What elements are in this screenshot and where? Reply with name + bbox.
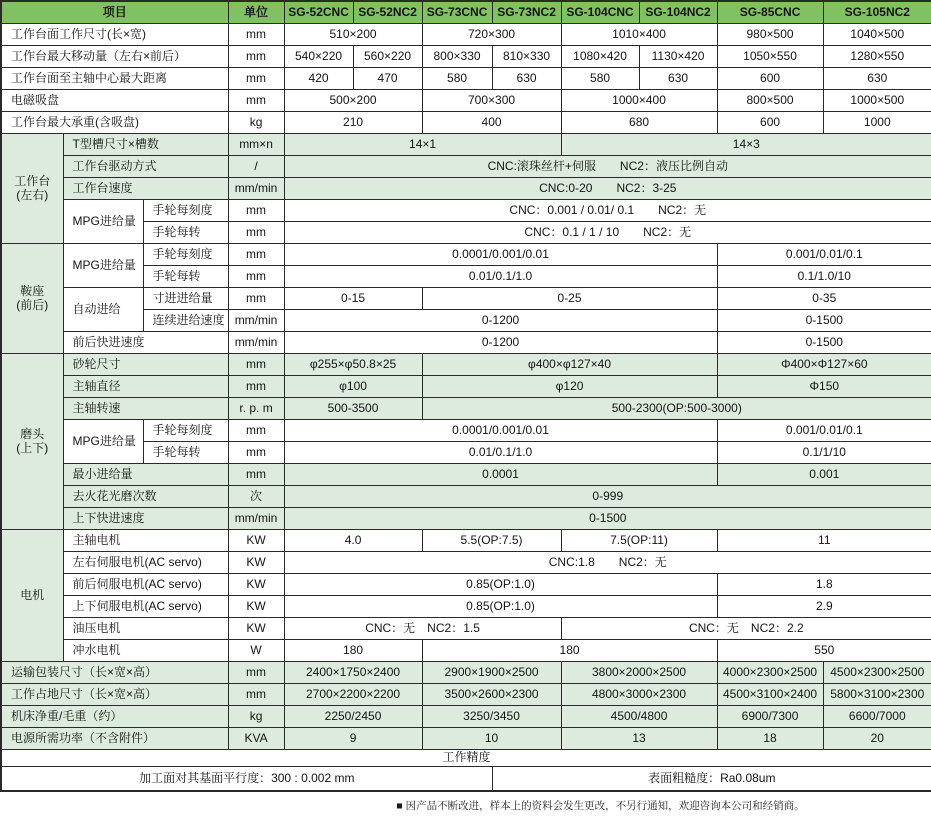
unit-cell: mm/min [228,178,284,200]
table-row [1,596,931,618]
unit-cell: KW [228,552,284,574]
value-cell: φ400×φ127×40 [422,354,717,376]
table-row [1,640,931,662]
unit-cell: mm [228,68,284,90]
value-cell: 1000×500 [823,90,931,112]
unit-cell: kg [228,706,284,728]
table-row [1,376,931,398]
value-cell: 0-25 [422,288,717,310]
table-row [1,24,931,46]
value-cell: 560×220 [353,46,422,68]
value-cell: 3500×2600×2300 [422,684,561,706]
value-cell: 20 [823,728,931,750]
value-cell: 0.85(OP:1.0) [284,574,717,596]
value-cell: 1000×400 [561,90,717,112]
table-row [1,767,931,791]
unit-cell: mm [228,90,284,112]
value-cell: 500×200 [284,90,422,112]
value-cell: 3800×2000×2500 [561,662,717,684]
row-label: 主轴直径 [63,376,228,398]
row-label: 主轴转速 [63,398,228,420]
value-cell: 0-35 [717,288,931,310]
value-cell: CNC:1.8 NC2：无 [284,552,931,574]
table-row [1,178,931,200]
value-cell: 工作精度 [1,750,931,767]
value-cell: 4000×2300×2500 [717,662,823,684]
value-cell: 0-1500 [717,332,931,354]
table-row [1,354,931,376]
row-label: 电源所需功率（不含附件） [1,728,228,750]
unit-cell: KW [228,596,284,618]
value-cell: 0-15 [284,288,422,310]
unit-cell: KW [228,530,284,552]
row-label: 主轴电机 [63,530,228,552]
value-cell: 580 [561,68,639,90]
value-cell: 580 [422,68,492,90]
column-header: SG-105NC2 [823,1,931,24]
value-cell: 0.85(OP:1.0) [284,596,717,618]
table-row [1,398,931,420]
row-label: 工作台最大移动量（左右×前后） [1,46,228,68]
value-cell: 720×300 [422,24,561,46]
row-label: MPG进给量 [63,244,143,288]
section-label: 电机 [1,530,63,662]
value-cell: 1130×420 [639,46,717,68]
row-label: 冲水电机 [63,640,228,662]
value-cell: 4.0 [284,530,422,552]
unit-cell: mm [228,288,284,310]
value-cell: 700×300 [422,90,561,112]
spec-table-body [1,1,931,791]
value-cell: 0.001 [717,464,931,486]
table-row [1,728,931,750]
value-cell: 1050×550 [717,46,823,68]
row-label: 工作台速度 [63,178,228,200]
table-row [1,552,931,574]
value-cell: 400 [422,112,561,134]
unit-cell: mm [228,354,284,376]
value-cell: 4500/4800 [561,706,717,728]
value-cell: 18 [717,728,823,750]
value-cell: 0.1/1.0/10 [717,266,931,288]
value-cell: 810×330 [492,46,561,68]
row-label: 手轮每刻度 [143,420,228,442]
table-row [1,244,931,266]
unit-cell: mm [228,442,284,464]
value-cell: 0.01/0.1/1.0 [284,442,717,464]
unit-cell: mm [228,222,284,244]
value-cell: 14×1 [284,134,561,156]
column-header: SG-52NC2 [353,1,422,24]
column-header: 项目 [1,1,228,24]
unit-cell: mm [228,24,284,46]
value-cell: 9 [284,728,422,750]
value-cell: 2250/2450 [284,706,422,728]
column-header: SG-104CNC [561,1,639,24]
value-cell: 0.0001/0.001/0.01 [284,420,717,442]
table-row [1,530,931,552]
value-cell: 表面粗糙度：Ra0.08um [492,767,931,791]
unit-cell: mm [228,266,284,288]
row-label: 手轮每刻度 [143,200,228,222]
column-header: SG-73NC2 [492,1,561,24]
row-label: MPG进给量 [63,420,143,464]
table-row [1,706,931,728]
table-row [1,156,931,178]
value-cell: 0-1200 [284,332,717,354]
unit-cell: W [228,640,284,662]
row-label: 寸进进给量 [143,288,228,310]
value-cell: 13 [561,728,717,750]
table-row [1,134,931,156]
table-row [1,420,931,442]
value-cell: 0.1/1/10 [717,442,931,464]
value-cell: 680 [561,112,717,134]
value-cell: 0.001/0.01/0.1 [717,244,931,266]
value-cell: 800×330 [422,46,492,68]
table-row [1,684,931,706]
value-cell: 510×200 [284,24,422,46]
header-row [1,1,931,24]
value-cell: φ255×φ50.8×25 [284,354,422,376]
row-label: 手轮每刻度 [143,244,228,266]
row-label: 手轮每转 [143,266,228,288]
value-cell: 630 [492,68,561,90]
row-label: 上下快进速度 [63,508,228,530]
unit-cell: mm [228,464,284,486]
row-label: 工作台最大承重(含吸盘) [1,112,228,134]
value-cell: 2.9 [717,596,931,618]
table-row [1,112,931,134]
value-cell: 4500×2300×2500 [823,662,931,684]
row-label: MPG进给量 [63,200,143,244]
value-cell: 6600/7000 [823,706,931,728]
unit-cell: mm [228,662,284,684]
value-cell: 加工面对其基面平行度：300 : 0.002 mm [1,767,492,791]
row-label: 前后伺服电机(AC servo) [63,574,228,596]
row-label: 去火花光磨次数 [63,486,228,508]
row-label: 工作台驱动方式 [63,156,228,178]
value-cell: 600 [717,112,823,134]
unit-cell: mm/min [228,310,284,332]
value-cell: 4800×3000×2300 [561,684,717,706]
row-label: 油压电机 [63,618,228,640]
row-label: 砂轮尺寸 [63,354,228,376]
value-cell: 0-1500 [284,508,931,530]
unit-cell: mm [228,420,284,442]
value-cell: 1040×500 [823,24,931,46]
value-cell: 500-2300(OP:500-3000) [422,398,931,420]
table-row [1,332,931,354]
column-header: SG-52CNC [284,1,353,24]
table-row [1,662,931,684]
table-row [1,68,931,90]
row-label: 连续进给速度 [143,310,228,332]
value-cell: φ120 [422,376,717,398]
value-cell: 0.01/0.1/1.0 [284,266,717,288]
row-label: 工作台面至主轴中心最大距离 [1,68,228,90]
unit-cell: 次 [228,486,284,508]
value-cell: 1080×420 [561,46,639,68]
row-label: 工作占地尺寸（长×宽×高） [1,684,228,706]
table-row [1,46,931,68]
value-cell: CNC:滚珠丝杆+伺服 NC2：液压比例自动 [284,156,931,178]
value-cell: 5800×3100×2300 [823,684,931,706]
value-cell: 500-3500 [284,398,422,420]
unit-cell: mm [228,46,284,68]
row-label: 机床净重/毛重（约） [1,706,228,728]
section-label: 鞍座 (前后) [1,244,63,354]
value-cell: 2400×1750×2400 [284,662,422,684]
unit-cell: mm/min [228,508,284,530]
value-cell: 550 [717,640,931,662]
footer-note: ■ 因产品不断改进，样本上的资料会发生更改，不另行通知，欢迎咨询本公司和经销商。 [396,799,805,812]
unit-cell: kg [228,112,284,134]
row-label: 手轮每转 [143,222,228,244]
value-cell: CNC：0.1 / 1 / 10 NC2：无 [284,222,931,244]
section-label: 磨头 (上下) [1,354,63,530]
value-cell: 4500×3100×2400 [717,684,823,706]
column-header: 单位 [228,1,284,24]
value-cell: 0.0001/0.001/0.01 [284,244,717,266]
column-header: SG-104NC2 [639,1,717,24]
value-cell: 1.8 [717,574,931,596]
value-cell: 0-1500 [717,310,931,332]
row-label: 上下伺服电机(AC servo) [63,596,228,618]
value-cell: 540×220 [284,46,353,68]
value-cell: 10 [422,728,561,750]
value-cell: CNC：无 NC2：2.2 [561,618,931,640]
value-cell: 2700×2200×2200 [284,684,422,706]
row-label: 电磁吸盘 [1,90,228,112]
value-cell: 600 [717,68,823,90]
table-row [1,618,931,640]
unit-cell: mm [228,244,284,266]
row-label: 左右伺服电机(AC servo) [63,552,228,574]
unit-cell: r. p. m [228,398,284,420]
unit-cell: mm [228,684,284,706]
row-label: 工作台面工作尺寸(长×宽) [1,24,228,46]
value-cell: 5.5(OP:7.5) [422,530,561,552]
column-header: SG-85CNC [717,1,823,24]
column-header: SG-73CNC [422,1,492,24]
value-cell: 180 [422,640,717,662]
row-label: 自动进给 [63,288,143,332]
value-cell: 630 [639,68,717,90]
value-cell: φ100 [284,376,422,398]
value-cell: 980×500 [717,24,823,46]
row-label: 运输包装尺寸（长×宽×高） [1,662,228,684]
row-label: T型槽尺寸×槽数 [63,134,228,156]
value-cell: 0-1200 [284,310,717,332]
unit-cell: KVA [228,728,284,750]
unit-cell: mm [228,200,284,222]
value-cell: 14×3 [561,134,931,156]
table-row [1,90,931,112]
unit-cell: KW [228,574,284,596]
unit-cell: KW [228,618,284,640]
value-cell: 800×500 [717,90,823,112]
value-cell: CNC：0.001 / 0.01/ 0.1 NC2：无 [284,200,931,222]
table-row [1,508,931,530]
row-label: 最小进给量 [63,464,228,486]
value-cell: 630 [823,68,931,90]
section-label: 工作台 (左右) [1,134,63,244]
value-cell: 0-999 [284,486,931,508]
unit-cell: mm [228,376,284,398]
value-cell: 0.001/0.01/0.1 [717,420,931,442]
value-cell: CNC：无 NC2：1.5 [284,618,561,640]
value-cell: 0.0001 [284,464,717,486]
table-row [1,464,931,486]
value-cell: 180 [284,640,422,662]
value-cell: 470 [353,68,422,90]
value-cell: 420 [284,68,353,90]
value-cell: 1000 [823,112,931,134]
value-cell: 210 [284,112,422,134]
value-cell: 6900/7300 [717,706,823,728]
unit-cell: mm×n [228,134,284,156]
table-row [1,486,931,508]
value-cell: 7.5(OP:11) [561,530,717,552]
table-row [1,750,931,767]
value-cell: 1010×400 [561,24,717,46]
value-cell: 11 [717,530,931,552]
table-row [1,200,931,222]
table-row [1,288,931,310]
value-cell: 2900×1900×2500 [422,662,561,684]
table-row [1,574,931,596]
value-cell: Φ150 [717,376,931,398]
value-cell: 1280×550 [823,46,931,68]
row-label: 手轮每转 [143,442,228,464]
value-cell: 3250/3450 [422,706,561,728]
unit-cell: / [228,156,284,178]
value-cell: CNC:0-20 NC2：3-25 [284,178,931,200]
row-label: 前后快进速度 [63,332,228,354]
unit-cell: mm/min [228,332,284,354]
value-cell: Φ400×Φ127×60 [717,354,931,376]
